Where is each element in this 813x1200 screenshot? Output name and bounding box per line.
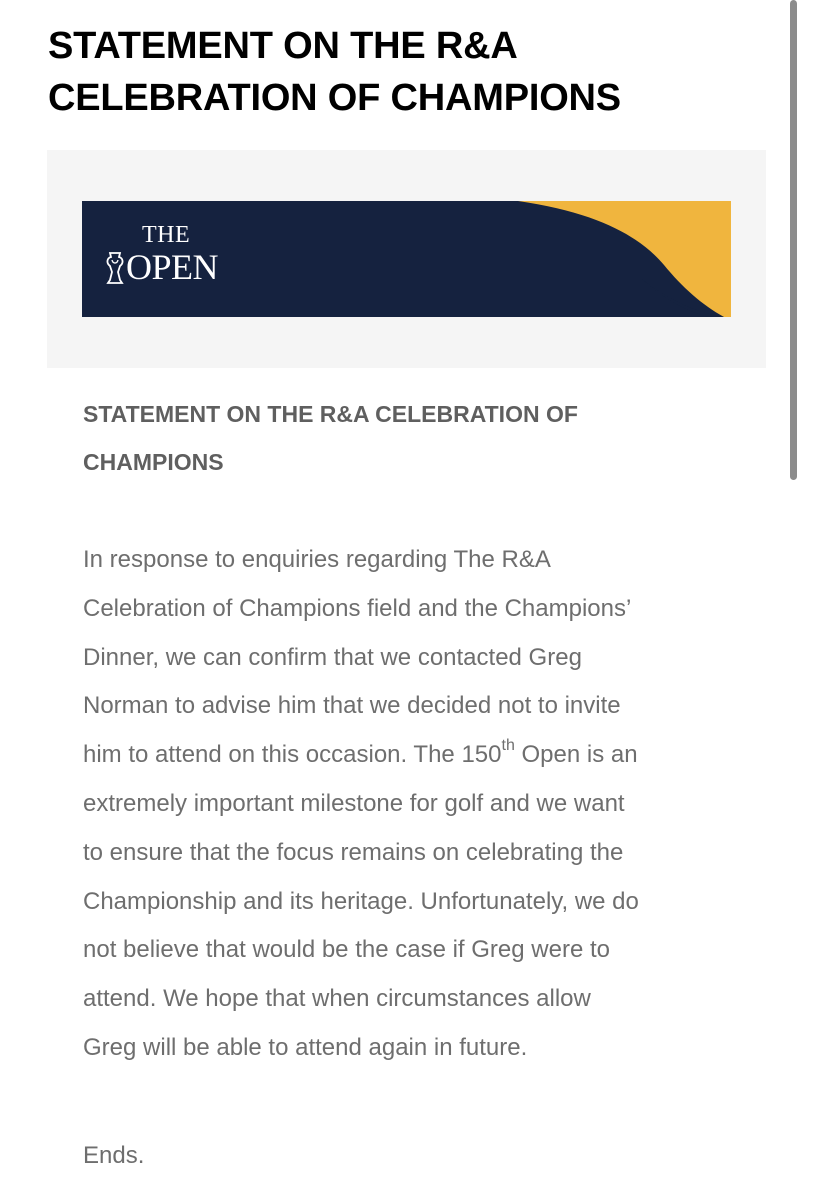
body-line: attend. We hope that when circumstances allow bbox=[83, 985, 591, 1013]
statement-heading-line: CHAMPIONS bbox=[83, 449, 224, 475]
body-line: Celebration of Champions field and the Champions’ bbox=[83, 594, 632, 622]
statement-heading bbox=[83, 390, 723, 486]
body-line: Greg will be able to attend again in future. bbox=[83, 1033, 528, 1061]
scrollbar-track[interactable] bbox=[801, 0, 813, 1200]
the-open-banner bbox=[82, 201, 731, 317]
body-line: Norman to advise him that we decided not to invite bbox=[83, 692, 621, 720]
body-line-part: him to attend on this occasion. The 150 bbox=[83, 741, 502, 769]
body-line: extremely important milestone for golf and we want bbox=[83, 789, 625, 817]
the-open-logo bbox=[104, 223, 234, 293]
body-line: Championship and its heritage. Unfortunately, we do bbox=[83, 887, 639, 915]
gold-swoosh-shape bbox=[518, 201, 731, 317]
claret-jug-icon bbox=[104, 250, 126, 286]
body-line: not believe that would be the case if Greg were to bbox=[83, 936, 610, 964]
statement-heading-line: STATEMENT ON THE R&A CELEBRATION OF bbox=[83, 401, 578, 427]
logo-open-text: OPEN bbox=[126, 247, 219, 287]
statement-body bbox=[83, 536, 763, 1073]
banner-panel bbox=[47, 150, 766, 368]
scrollbar-thumb[interactable] bbox=[790, 0, 797, 480]
body-line: Dinner, we can confirm that we contacted Greg bbox=[83, 643, 582, 671]
ordinal-superscript: th bbox=[501, 737, 515, 755]
ends-text: Ends. bbox=[83, 1142, 145, 1169]
body-line bbox=[83, 731, 763, 780]
body-line: to ensure that the focus remains on celebrating the bbox=[83, 838, 624, 866]
page-title-line: STATEMENT ON THE R&A bbox=[48, 25, 518, 67]
body-line: In response to enquiries regarding The R&A bbox=[83, 546, 551, 573]
page-title bbox=[48, 20, 768, 124]
body-line-part: Open is an bbox=[514, 741, 638, 769]
page-title-line: CELEBRATION OF CHAMPIONS bbox=[48, 77, 621, 119]
logo-the-text: THE bbox=[142, 222, 191, 248]
